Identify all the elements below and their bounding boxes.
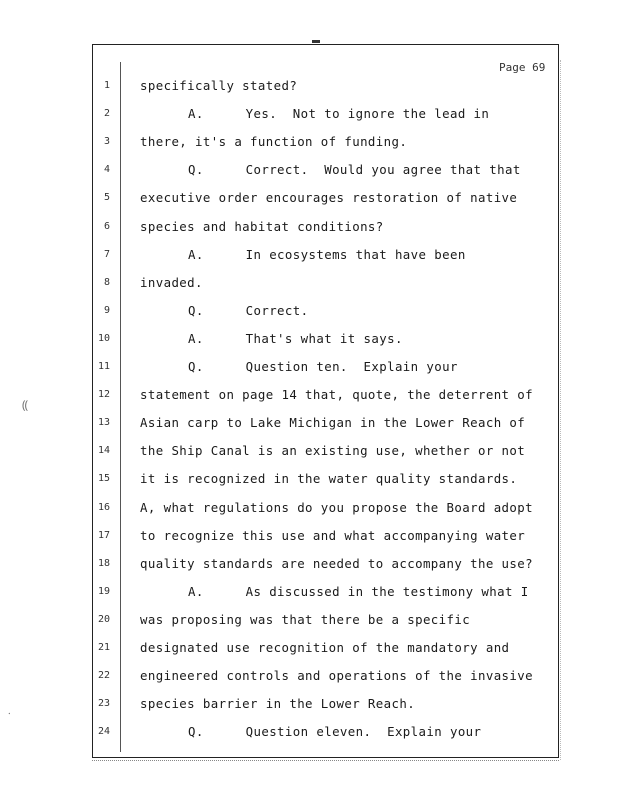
transcript-line bbox=[0, 584, 618, 604]
transcript-line bbox=[0, 443, 618, 463]
line-number: 15 bbox=[97, 473, 110, 485]
transcript-line bbox=[0, 612, 618, 632]
line-text bbox=[188, 162, 521, 177]
line-number: 7 bbox=[103, 248, 110, 260]
line-number: 4 bbox=[103, 164, 110, 176]
transcript-line bbox=[0, 190, 618, 210]
line-text bbox=[140, 219, 384, 234]
line-content: Asian carp to Lake Michigan in the Lower Reach of bbox=[140, 415, 526, 431]
line-content: it is recognized in the water quality standards. bbox=[140, 471, 518, 487]
line-content: Question eleven. Explain your bbox=[245, 724, 482, 740]
transcript-line bbox=[0, 500, 618, 520]
line-text bbox=[140, 443, 525, 458]
line-text bbox=[140, 78, 297, 93]
line-number: 1 bbox=[103, 80, 110, 91]
line-text bbox=[140, 612, 470, 627]
line-content: In ecosystems that have been bbox=[245, 246, 466, 262]
transcript-line bbox=[0, 556, 618, 576]
transcript-line bbox=[0, 275, 618, 295]
transcript-line bbox=[0, 724, 618, 744]
line-number: 16 bbox=[97, 501, 110, 513]
line-number: 18 bbox=[97, 557, 110, 569]
line-content: quality standards are needed to accompany the use? bbox=[140, 555, 533, 571]
line-content: designated use recognition of the mandatory and bbox=[140, 640, 510, 655]
line-content: species and habitat conditions? bbox=[140, 218, 384, 234]
margin-mark-lower: ⸱ bbox=[8, 709, 11, 720]
line-content: As discussed in the testimony what I bbox=[245, 583, 529, 599]
line-text bbox=[188, 331, 403, 346]
speaker-label: A. bbox=[188, 246, 204, 262]
line-content: Question ten. Explain your bbox=[245, 359, 458, 374]
line-text bbox=[140, 528, 525, 543]
line-text bbox=[140, 190, 517, 205]
line-text bbox=[140, 415, 525, 430]
line-number: 23 bbox=[97, 698, 110, 710]
line-text bbox=[188, 247, 466, 262]
line-content: invaded. bbox=[140, 274, 203, 290]
speaker-label: Q. bbox=[188, 302, 204, 318]
transcript-line bbox=[0, 219, 618, 239]
speaker-label: A. bbox=[188, 583, 204, 599]
line-number: 19 bbox=[97, 585, 110, 597]
line-text bbox=[188, 106, 489, 121]
line-number: 6 bbox=[103, 220, 110, 232]
line-text bbox=[140, 640, 509, 655]
line-text bbox=[140, 275, 203, 290]
line-number: 21 bbox=[97, 642, 110, 653]
line-number: 13 bbox=[97, 417, 110, 429]
line-number: 5 bbox=[103, 192, 110, 204]
transcript-line bbox=[0, 303, 618, 323]
line-number: 24 bbox=[97, 726, 110, 738]
line-content: Correct. bbox=[245, 302, 309, 318]
line-text bbox=[140, 387, 533, 402]
line-content: statement on page 14 that, quote, the deterrent of bbox=[140, 387, 533, 403]
speaker-label: Q. bbox=[188, 162, 204, 178]
line-text bbox=[188, 724, 481, 739]
line-number: 11 bbox=[97, 361, 110, 372]
line-text bbox=[140, 668, 533, 683]
line-content: was proposing was that there be a specific bbox=[140, 611, 471, 627]
line-content: there, it's a function of funding. bbox=[140, 134, 408, 150]
line-text bbox=[140, 500, 533, 515]
bottom-rule bbox=[92, 760, 559, 761]
line-number: 12 bbox=[97, 389, 110, 401]
line-content: the Ship Canal is an existing use, whether or not bbox=[140, 443, 526, 459]
transcript-line bbox=[0, 668, 618, 688]
speaker-label: A. bbox=[188, 106, 204, 122]
line-text bbox=[140, 471, 517, 486]
line-content: executive order encourages restoration of native bbox=[140, 190, 518, 206]
transcript-line bbox=[0, 134, 618, 154]
line-number: 2 bbox=[103, 108, 110, 120]
transcript-line bbox=[0, 387, 618, 407]
line-text bbox=[140, 134, 407, 149]
line-content: Correct. Would you agree that that bbox=[245, 162, 521, 178]
line-number: 8 bbox=[103, 276, 110, 288]
line-content: That's what it says. bbox=[245, 330, 403, 346]
line-text bbox=[140, 696, 415, 711]
line-text bbox=[188, 359, 458, 374]
line-number: 3 bbox=[103, 136, 110, 148]
transcript-line bbox=[0, 162, 618, 182]
line-content: Yes. Not to ignore the lead in bbox=[245, 106, 490, 122]
speaker-label: Q. bbox=[188, 359, 204, 374]
transcript-line bbox=[0, 471, 618, 491]
line-number: 20 bbox=[97, 613, 110, 625]
line-text bbox=[188, 303, 309, 318]
line-text bbox=[140, 556, 533, 571]
transcript-line bbox=[0, 528, 618, 548]
line-number: 9 bbox=[103, 304, 110, 316]
transcript-line bbox=[0, 415, 618, 435]
line-content: engineered controls and operations of the invasive bbox=[140, 668, 533, 684]
line-number: 22 bbox=[97, 670, 110, 682]
speaker-label: A. bbox=[188, 330, 204, 346]
transcript-line bbox=[0, 78, 618, 98]
speaker-label: Q. bbox=[188, 724, 204, 740]
line-text bbox=[188, 584, 529, 599]
transcript-line bbox=[0, 106, 618, 126]
transcript-line bbox=[0, 331, 618, 351]
line-content: to recognize this use and what accompanying water bbox=[140, 527, 526, 543]
line-content: species barrier in the Lower Reach. bbox=[140, 696, 416, 712]
line-number: 14 bbox=[97, 445, 110, 457]
line-content: A, what regulations do you propose the Board adopt bbox=[140, 499, 533, 515]
line-number: 17 bbox=[97, 529, 110, 541]
page-number: Page 69 bbox=[499, 61, 546, 74]
page-top-tick bbox=[312, 40, 320, 43]
transcript-line bbox=[0, 247, 618, 267]
transcript-line bbox=[0, 696, 618, 716]
transcript-line bbox=[0, 359, 618, 379]
line-number: 10 bbox=[97, 332, 110, 344]
transcript-line bbox=[0, 640, 618, 660]
line-content: specifically stated? bbox=[140, 78, 298, 93]
margin-mark: ⸨ bbox=[22, 398, 29, 412]
